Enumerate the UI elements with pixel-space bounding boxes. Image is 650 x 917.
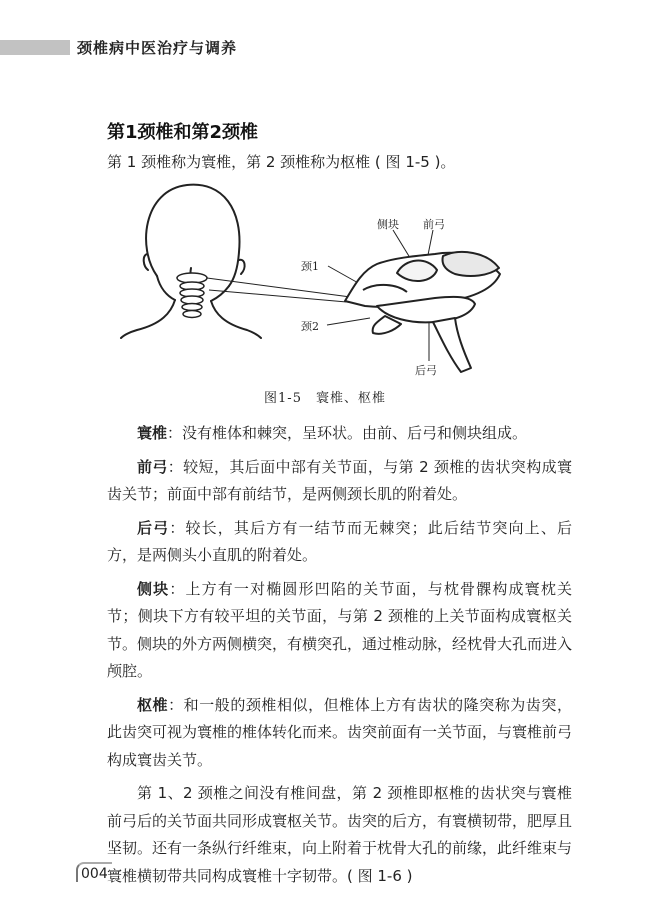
- label-c2: 颈2: [301, 320, 319, 333]
- paragraph-text: 第 1、2 颈椎之间没有椎间盘，第 2 颈椎即枢椎的齿状突与寰椎前弓后的关节面共同形成寰枢关节。齿突的后方，有寰横韧带，肥厚且坚韧。还有一条纵行纤维束，向上附着于枕骨大孔的前缘，此纤维束与寰椎横韧带共同构成寰椎十字韧带。( 图 1-6 ): [107, 784, 573, 885]
- paragraph-text: ：没有椎体和棘突，呈环状。由前、后弓和侧块组成。: [167, 424, 528, 442]
- section-intro: 第 1 颈椎称为寰椎，第 2 颈椎称为枢椎 ( 图 1-5 )。: [107, 153, 456, 171]
- paragraph-posterior-arch: [107, 515, 572, 570]
- section-title: 第1颈椎和第2颈椎: [107, 122, 259, 143]
- paragraph-axis: [107, 692, 572, 775]
- paragraph-text: ：和一般的颈椎相似，但椎体上方有齿状的隆突称为齿突，此齿突可视为寰椎的椎体转化而来。齿突前面有一关节面，与寰椎前弓构成寰齿关节。: [107, 695, 573, 769]
- header-bar: [0, 40, 70, 55]
- figure-atlas-axis: [115, 178, 515, 378]
- label-c1: 颈1: [301, 260, 319, 273]
- paragraph-lateral-mass: [107, 576, 572, 686]
- label-anterior-arch: 前弓: [423, 218, 445, 231]
- label-lateral-mass: 侧块: [377, 218, 399, 231]
- term: 后弓: [137, 518, 170, 537]
- term: 侧块: [137, 579, 170, 598]
- term: 前弓: [137, 457, 168, 476]
- label-posterior-arch: 后弓: [415, 364, 437, 377]
- term: 枢椎: [137, 695, 169, 714]
- paragraph-text: ：上方有一对椭圆形凹陷的关节面，与枕骨髁构成寰枕关节；侧块下方有较平坦的关节面，与第 2 颈椎的上关节面构成寰枢关节。侧块的外方两侧横突，有横突孔，通过椎动脉，经枕骨大孔而进入颅腔。: [107, 579, 573, 680]
- axis-vertebra: [373, 297, 475, 372]
- term: 寰椎: [137, 424, 168, 442]
- figure-caption: 图1-5 寰椎、枢椎: [264, 391, 386, 406]
- paragraph-anterior-arch: [107, 454, 572, 509]
- paragraph-text: ：较短，其后面中部有关节面，与第 2 颈椎的齿状突构成寰齿关节；前面中部有前结节，是两侧颈长肌的附着处。: [107, 457, 572, 503]
- running-header-title: 颈椎病中医治疗与调养: [77, 39, 238, 57]
- paragraph-atlantoaxial-joint: [107, 780, 572, 890]
- page-number: 004: [76, 862, 112, 882]
- cervical-spine-sketch: [177, 273, 207, 318]
- body-text: [107, 420, 572, 896]
- paragraph-atlas: [107, 420, 572, 448]
- paragraph-text: ：较长，其后方有一结节而无棘突；此后结节突向上、后方，是两侧头小直肌的附着处。: [107, 518, 572, 564]
